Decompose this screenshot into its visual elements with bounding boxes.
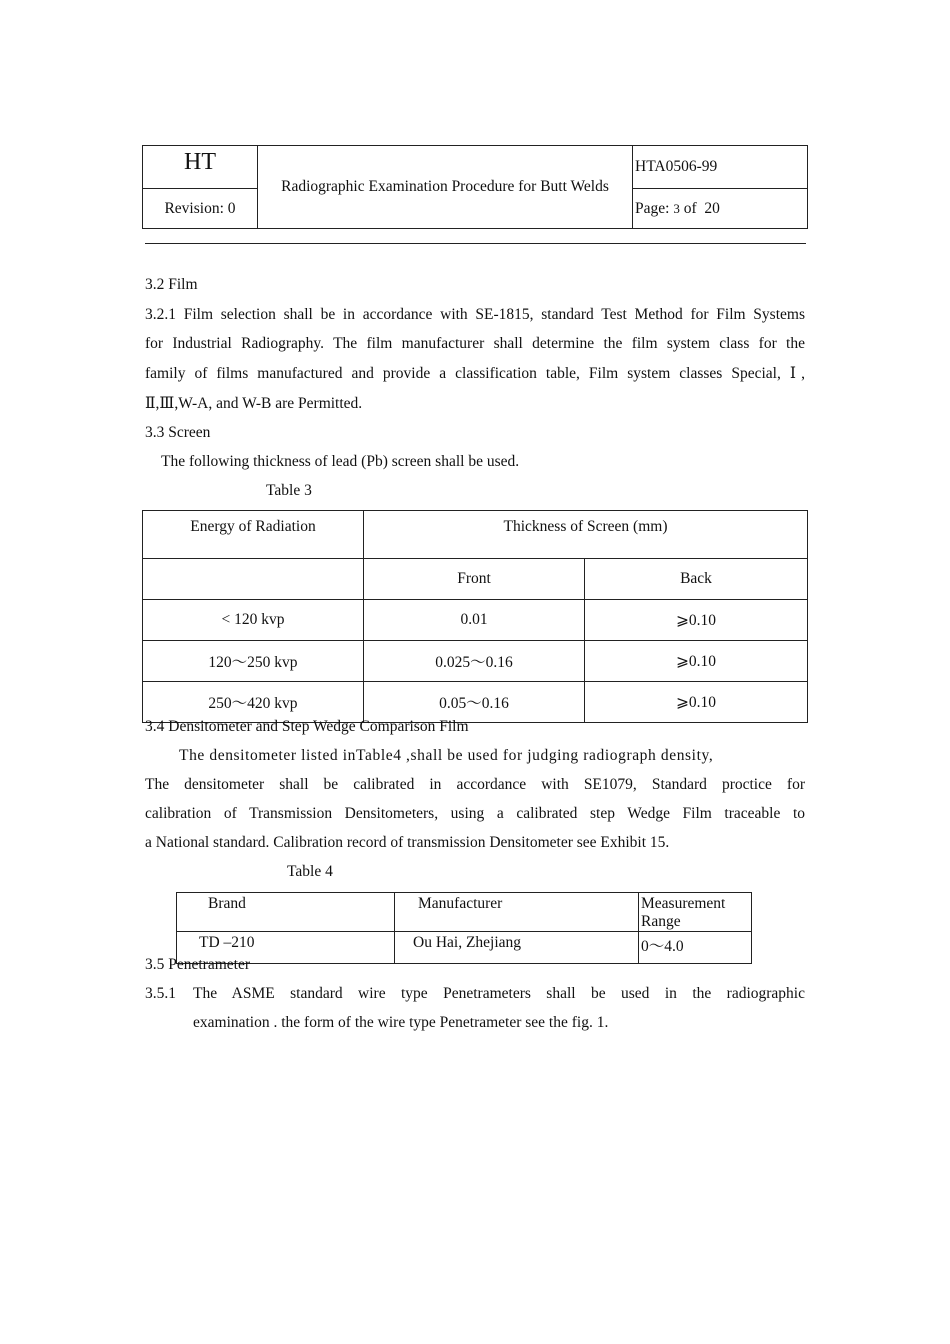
table-3-header-back: Back (585, 559, 808, 600)
header-divider (145, 243, 806, 244)
page-current: 3 (673, 200, 680, 216)
document-number: HTA0506-99 (633, 146, 808, 189)
company-code: HT (143, 146, 258, 189)
document-title: Radiographic Examination Procedure for Butt Welds (258, 146, 633, 229)
energy-cell: 120～250 kvp (143, 641, 364, 682)
table-4-caption: Table 4 (287, 863, 333, 880)
table-3-empty-cell (143, 559, 364, 600)
section-3-2-title: 3.2 Film (145, 276, 198, 293)
energy-cell: < 120 kvp (143, 600, 364, 641)
section-3-3-title: 3.3 Screen (145, 424, 211, 441)
section-3-5-1-line-2: examination . the form of the wire type Penetrameter see the fig. 1. (193, 1014, 609, 1031)
table-row (143, 600, 808, 641)
section-3-3-text: The following thickness of lead (Pb) screen shall be used. (161, 453, 520, 470)
page-label: Page: (635, 199, 674, 217)
section-3-4-line-3: calibration of Transmission Densitometers, using a calibrated step Wedge Film traceable to (145, 805, 805, 822)
page-indicator (633, 189, 808, 229)
page-of: of 20 (679, 199, 720, 217)
front-cell: 0.05～0.16 (364, 682, 585, 723)
table-4-header-range: Measurement Range (639, 893, 752, 932)
table-4-header-manufacturer: Manufacturer (395, 893, 639, 932)
section-3-2-1-line-4: Ⅱ,Ⅲ,W-A, and W-B are Permitted. (145, 395, 363, 412)
table-3-header-thickness: Thickness of Screen (mm) (364, 511, 808, 559)
back-cell: ⩾0.10 (585, 600, 808, 641)
brand-cell: TD –210 (177, 932, 395, 964)
manufacturer-cell: Ou Hai, Zhejiang (395, 932, 639, 964)
front-cell: 0.01 (364, 600, 585, 641)
front-cell: 0.025～0.16 (364, 641, 585, 682)
back-cell: ⩾0.10 (585, 641, 808, 682)
revision: Revision: 0 (143, 189, 258, 229)
table-3-header-energy: Energy of Radiation (143, 511, 364, 559)
section-3-5-1-number: 3.5.1 (145, 985, 176, 1002)
section-3-4-line-2: The densitometer shall be calibrated in accordance with SE1079, Standard proctice for (145, 776, 805, 793)
energy-cell: 250～420 kvp (143, 682, 364, 723)
document-header (142, 145, 808, 229)
section-3-5-title: 3.5 Penetrameter (145, 956, 251, 973)
section-3-2-1-line-1: 3.2.1 Film selection shall be in accordance with SE-1815, standard Test Method for Film Systems (145, 306, 805, 323)
table-3 (142, 510, 808, 723)
section-3-2-1-line-3: family of films manufactured and provide a classification table, Film system classes Special, Ⅰ, (145, 365, 805, 382)
section-3-4-line-1: The densitometer listed inTable4 ,shall be used for judging radiograph density, (179, 747, 714, 764)
range-cell: 0～4.0 (639, 932, 752, 964)
table-3-header-front: Front (364, 559, 585, 600)
table-row (143, 641, 808, 682)
table-3-caption: Table 3 (266, 482, 312, 499)
section-3-5-1-line-1: The ASME standard wire type Penetrameters shall be used in the radiographic (193, 985, 805, 1002)
table-4 (176, 892, 752, 964)
back-cell: ⩾0.10 (585, 682, 808, 723)
section-3-4-line-4: a National standard. Calibration record of transmission Densitometer see Exhibit 15. (145, 834, 670, 851)
section-3-4-title: 3.4 Densitometer and Step Wedge Comparison Film (145, 718, 469, 735)
section-3-2-1-line-2: for Industrial Radiography. The film manufacturer shall determine the film system class for the (145, 335, 805, 352)
table-4-header-brand: Brand (177, 893, 395, 932)
